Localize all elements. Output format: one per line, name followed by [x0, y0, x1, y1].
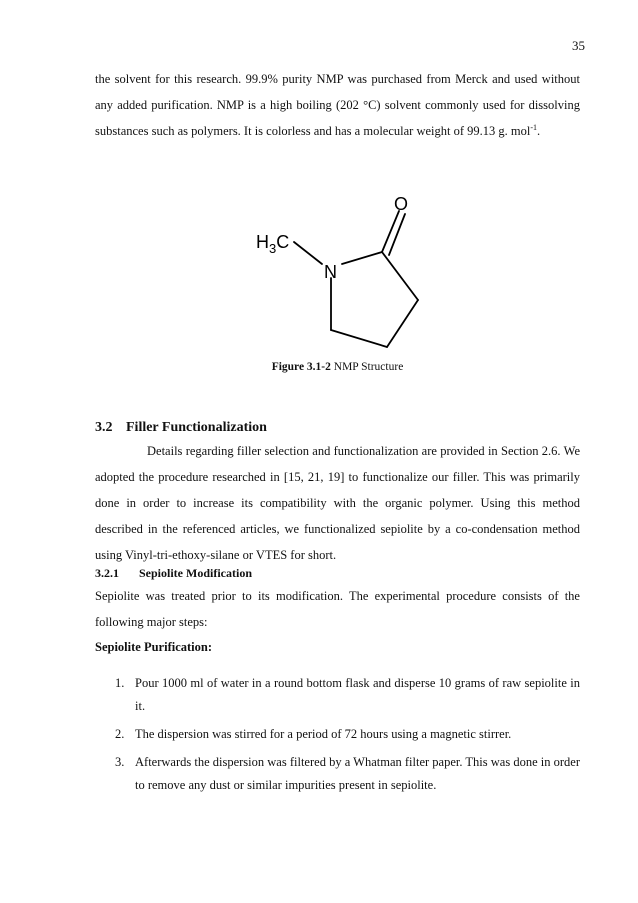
figure-caption: [95, 361, 580, 373]
bond-c2-c3: [382, 252, 418, 300]
subsection-number: 3.2.1: [95, 566, 119, 580]
list-item: [95, 751, 580, 797]
list-item: [95, 723, 580, 746]
list-item: [95, 672, 580, 718]
step-text: The dispersion was stirred for a period of 72 hours using a magnetic stirrer.: [135, 727, 512, 741]
step-text: Afterwards the dispersion was filtered by a Whatman filter paper. This was done in order to remove any dust or similar impurities present in sepiolite.: [135, 755, 580, 792]
atom-oxygen: O: [394, 194, 409, 214]
section-paragraph: Details regarding filler selection and functionalization are provided in Section 2.6. We adopted the procedure researched in [15, 21, 19] to functionalize our filler. This was primarily done in order to increase its compatibility with the organic polymer. Using this method described in the referenced articles, we functionalized sepiolite by a co-condensation method using Vinyl-tri-ethoxy-silane or VTES for short.: [95, 444, 580, 562]
section-number: 3.2: [95, 420, 113, 435]
page-number: 35: [572, 38, 585, 53]
caption-label: Figure 3.1-2: [271, 361, 331, 373]
purification-steps: [95, 672, 580, 797]
atom-nitrogen: N: [324, 262, 337, 282]
step-number: 3.: [115, 755, 125, 769]
superscript: -1: [530, 122, 537, 132]
methyl-group: [256, 232, 289, 256]
nmp-molecule-diagram: [230, 182, 430, 357]
caption-text: NMP Structure: [330, 361, 404, 373]
purification-label: Sepiolite Purification:: [95, 640, 212, 654]
subsection-paragraph: Sepiolite was treated prior to its modification. The experimental procedure consists of the following major steps:: [95, 589, 580, 629]
methyl-c: C: [276, 232, 290, 252]
bond-c4-c5: [331, 330, 387, 347]
intro-text: the solvent for this research. 99.9% purity NMP was purchased from Merck and used without any added purification. NMP is a high boiling (202 °C) solvent commonly used for dissolving substances such as polymers. It is colorless and has a molecular weight of 99.13 g. mol: [95, 72, 580, 138]
step-text: Pour 1000 ml of water in a round bottom flask and disperse 10 grams of raw sepiolite in it.: [135, 676, 580, 713]
section-title: Filler Functionalization: [126, 420, 267, 435]
bond-c2-o-a: [382, 211, 399, 252]
nmp-structure-figure: [230, 182, 430, 357]
step-number: 1.: [115, 676, 125, 690]
methyl-subscript: 3: [269, 241, 277, 256]
intro-paragraph: [95, 66, 580, 144]
intro-end: .: [537, 124, 541, 138]
bond-c2-o-b: [389, 214, 405, 255]
bond-c3-c4: [387, 300, 418, 347]
step-number: 2.: [115, 727, 125, 741]
bond-ch3-n: [294, 242, 322, 264]
bond-n-c2: [342, 252, 382, 264]
subsection-heading: [95, 566, 252, 581]
section-heading: [95, 420, 267, 436]
subsection-title: Sepiolite Modification: [139, 566, 252, 580]
methyl-h: H: [256, 232, 269, 252]
